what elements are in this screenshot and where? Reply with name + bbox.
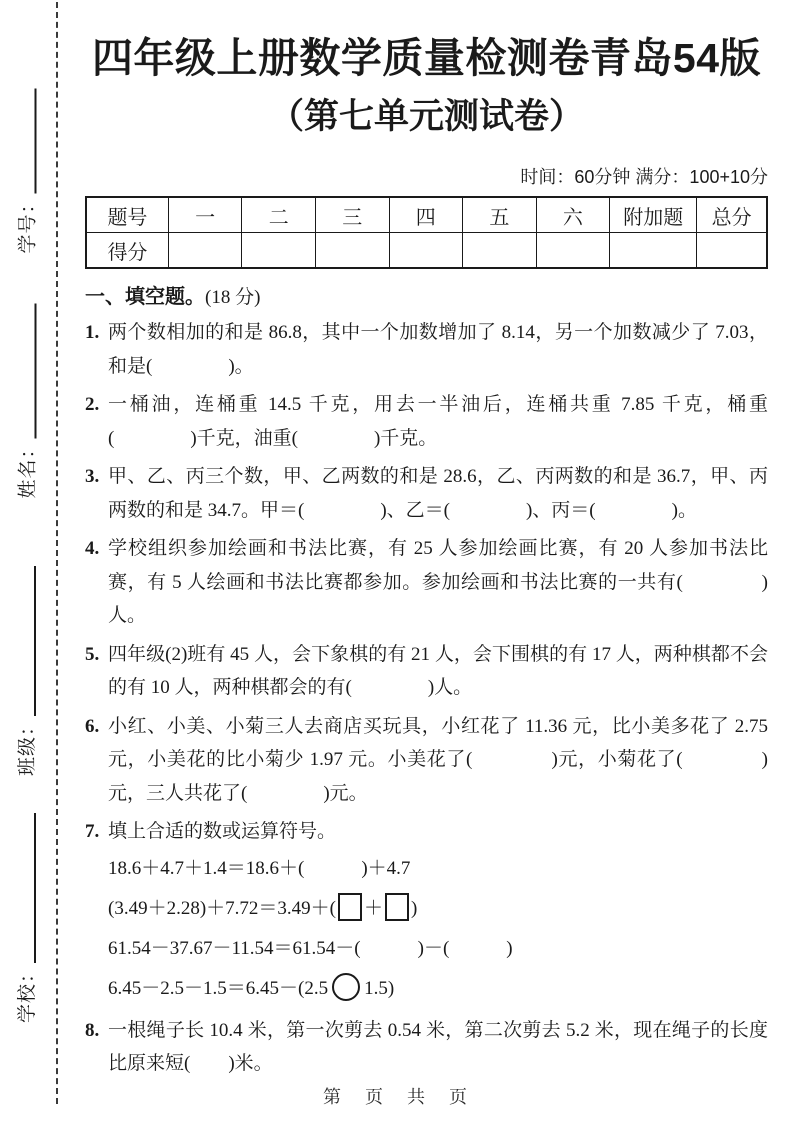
fold-dashed-line <box>56 2 58 1104</box>
score-header-cell: 二 <box>242 197 316 233</box>
question-text: 两个数相加的和是 86.8，其中一个加数增加了 8.14，另一个加数减少了 7.03，和是( )。 <box>108 322 768 377</box>
question-text: 填上合适的数或运算符号。 <box>108 821 337 842</box>
time-and-score-info: 时间：60分钟 满分：100+10分 <box>520 167 768 187</box>
equation-operator: ＋ <box>363 897 383 919</box>
question-text: 四年级(2)班有 45 人，会下象棋的有 21 人，会下围棋的有 17 人，两种棋都不会的有 10 人，两种棋都会的有( )人。 <box>108 643 768 698</box>
question-text: 一桶油，连桶重 14.5 千克，用去一半油后，连桶共重 7.85 千克，桶重( )千克，油重( )千克。 <box>108 394 768 449</box>
operator-circle <box>332 973 360 1001</box>
score-table-score-row <box>86 233 767 269</box>
answer-box <box>338 893 362 921</box>
score-cell-empty <box>315 233 389 269</box>
score-header-cell: 附加题 <box>610 197 697 233</box>
student-id-fill-line <box>35 89 37 194</box>
question-number: 4. <box>85 538 100 559</box>
question-5 <box>85 638 768 705</box>
score-header-cell: 五 <box>463 197 537 233</box>
question-7-equation-4 <box>108 969 768 1009</box>
question-number: 5. <box>85 643 100 665</box>
question-7-equation-2 <box>108 889 768 929</box>
student-id-label: 学号： <box>17 193 39 254</box>
question-6 <box>85 710 768 811</box>
question-text: 学校组织参加绘画和书法比赛，有 25 人参加绘画比赛，有 20 人参加书法比赛，有 5 人绘画和书法比赛都参加。参加绘画和书法比赛的一共有( )人。 <box>108 538 768 626</box>
score-cell-empty <box>610 233 697 269</box>
question-text: 甲、乙、丙三个数，甲、乙两数的和是 28.6，乙、丙两数的和是 36.7，甲、丙两数的和是 34.7。甲＝( )、乙＝( )、丙＝( )。 <box>108 466 768 521</box>
question-text: 小红、小美、小菊三人去商店买玩具，小红花了 11.36 元，比小美多花了 2.75 元，小美花的比小菊少 1.97 元。小美花了( )元，小菊花了( )元，三人共花了( )元。 <box>108 715 768 804</box>
score-table <box>85 196 768 269</box>
question-3 <box>85 460 768 527</box>
paper-subtitle: （第七单元测试卷） <box>268 97 584 136</box>
question-7 <box>85 815 768 849</box>
student-class-label: 班级： <box>17 715 38 776</box>
score-cell-empty <box>242 233 316 269</box>
score-header-cell: 一 <box>168 197 242 233</box>
section-one-title: 一、填空题。 <box>85 286 205 308</box>
student-field-name <box>14 304 42 499</box>
score-cell-empty <box>697 233 767 269</box>
student-class-fill-line <box>34 566 36 716</box>
score-cell-empty <box>389 233 463 269</box>
score-cell-empty <box>168 233 242 269</box>
question-number: 8. <box>85 1019 100 1041</box>
question-number: 7. <box>85 821 100 842</box>
question-4 <box>85 532 768 633</box>
score-header-cell: 总分 <box>697 197 767 233</box>
score-header-cell: 题号 <box>86 197 168 233</box>
question-2 <box>85 388 768 455</box>
score-cell-empty <box>463 233 537 269</box>
student-field-school <box>13 813 41 1023</box>
score-row-label: 得分 <box>86 233 168 269</box>
student-school-label: 学校： <box>17 962 38 1023</box>
question-number: 3. <box>85 466 100 487</box>
student-school-fill-line <box>34 813 36 963</box>
question-7-equation-1: 18.6＋4.7＋1.4＝18.6＋( )＋4.7 <box>108 857 411 879</box>
student-field-class <box>13 566 41 776</box>
score-header-cell: 六 <box>536 197 610 233</box>
score-header-cell: 三 <box>315 197 389 233</box>
question-7-equation-3: 61.54－37.67－11.54＝61.54－( )－( ) <box>108 937 513 959</box>
question-number: 1. <box>85 322 100 343</box>
question-1 <box>85 316 768 383</box>
section-one-header <box>85 284 768 311</box>
paper-title: 四年级上册数学质量检测卷青岛54版 <box>91 35 762 81</box>
question-8 <box>85 1014 768 1081</box>
page-number-footer: 第 页 共 页 <box>323 1087 470 1107</box>
student-field-student-id <box>14 89 42 254</box>
question-text: 一根绳子长 10.4 米，第一次剪去 0.54 米，第二次剪去 5.2 米，现在绳子的长度比原来短( )米。 <box>108 1019 768 1074</box>
question-number: 6. <box>85 715 100 737</box>
question-number: 2. <box>85 394 100 415</box>
section-one-points: (18 分) <box>205 287 261 308</box>
equation-text: (3.49＋2.28)＋7.72＝3.49＋( <box>108 897 336 919</box>
answer-box <box>385 893 409 921</box>
score-header-cell: 四 <box>389 197 463 233</box>
equation-text: ) <box>411 897 418 919</box>
paper-main-column <box>85 0 768 1081</box>
student-name-label: 姓名： <box>17 438 39 499</box>
equation-text: 6.45－2.5－1.5＝6.45－(2.5 <box>108 977 329 999</box>
score-table-header-row <box>86 197 767 233</box>
score-cell-empty <box>536 233 610 269</box>
student-name-fill-line <box>35 304 37 439</box>
equation-text: 1.5) <box>364 977 395 999</box>
